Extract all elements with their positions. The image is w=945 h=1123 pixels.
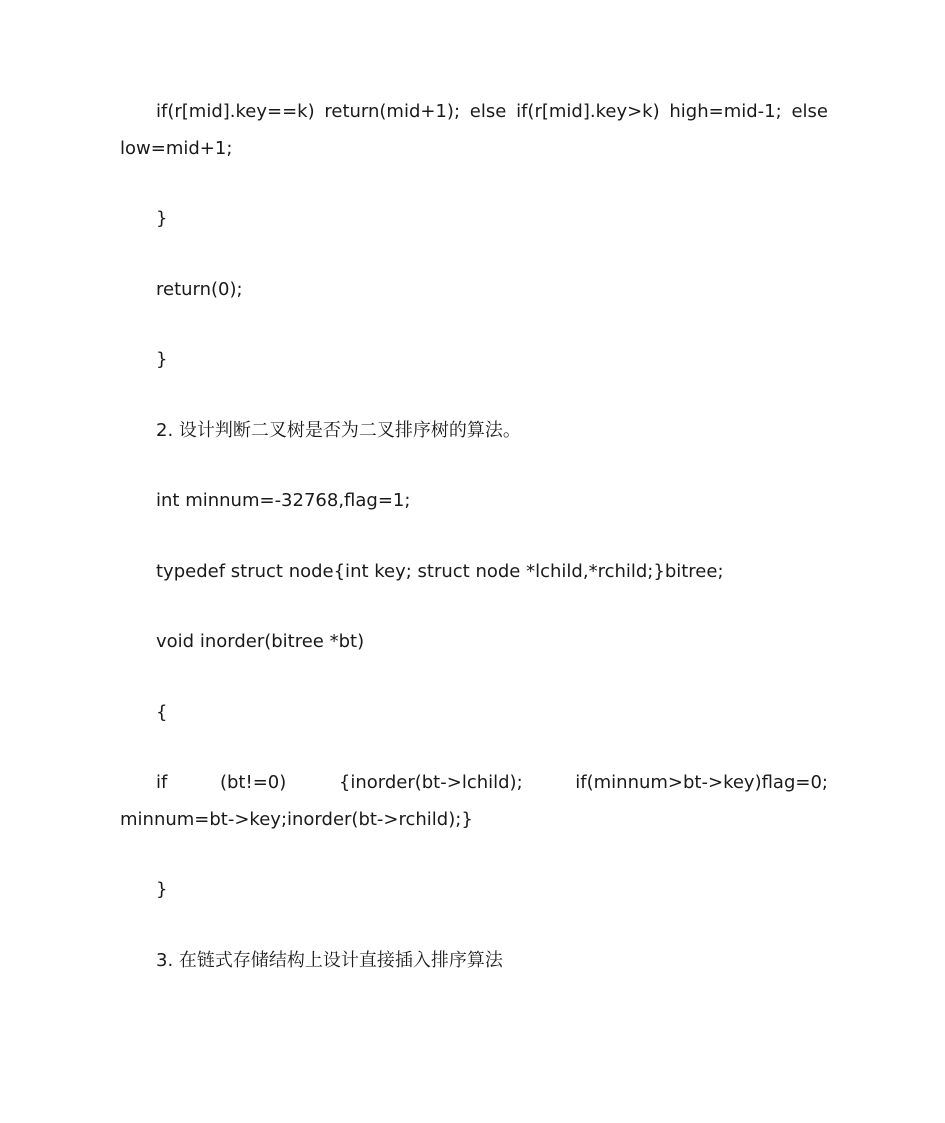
code-token: high=mid-1; <box>669 101 782 122</box>
code-token: if <box>156 772 168 793</box>
code-close-brace: } <box>156 208 168 229</box>
code-line-binary-search-compare <box>156 101 828 123</box>
code-close-brace: } <box>156 349 168 370</box>
code-token: {inorder(bt->lchild); <box>338 772 523 793</box>
code-token: return(mid+1); <box>324 101 461 122</box>
section-heading-2: 2. 设计判断二叉树是否为二叉排序树的算法。 <box>156 420 521 441</box>
code-token: (bt!=0) <box>219 772 287 793</box>
code-return-line: return(0); <box>156 279 243 300</box>
code-open-brace: { <box>156 702 168 723</box>
code-close-brace: } <box>156 879 168 900</box>
code-token: else <box>791 101 828 122</box>
code-token: if(r[mid].key==k) <box>156 101 315 122</box>
code-token: if(r[mid].key>k) <box>516 101 660 122</box>
code-function-signature: void inorder(bitree *bt) <box>156 631 365 652</box>
code-line-if-inorder <box>156 772 828 794</box>
code-typedef-line: typedef struct node{int key; struct node *lchild,*rchild;}bitree; <box>156 561 724 582</box>
code-token: if(minnum>bt->key)flag=0; <box>575 772 828 793</box>
code-token: else <box>469 101 507 122</box>
code-declaration-line: int minnum=-32768,flag=1; <box>156 490 411 511</box>
code-line-continuation: minnum=bt->key;inorder(bt->rchild);} <box>120 809 473 830</box>
section-heading-3: 3. 在链式存储结构上设计直接插入排序算法 <box>156 950 503 971</box>
code-line-continuation: low=mid+1; <box>120 138 233 159</box>
